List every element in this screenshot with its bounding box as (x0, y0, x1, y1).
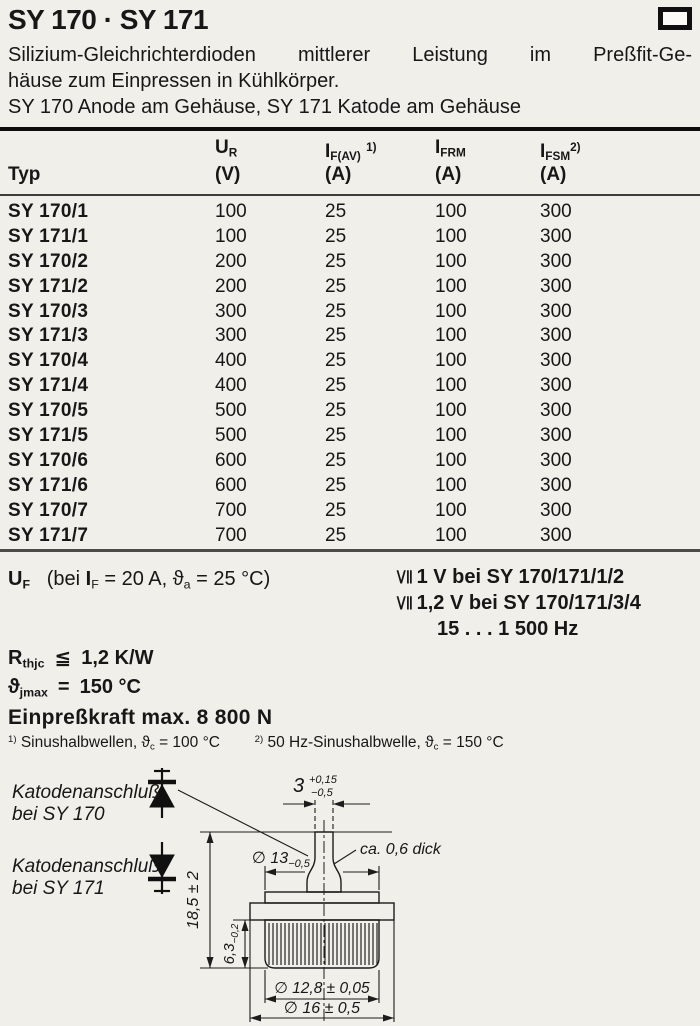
page-title: SY 170 · SY 171 (8, 4, 209, 35)
table-cell: 100 (435, 201, 467, 222)
table-cell: 300 (540, 250, 572, 272)
dim-d16: ∅ 16 ± 0,5 (283, 1000, 361, 1017)
footnote-2: $^{2)}$ 50 Hz-Sinushalbwelle, $ϑ_c = 150$ °C (254, 734, 504, 753)
table-cell: 25 (325, 325, 347, 347)
rule-top (0, 127, 700, 131)
table-cell: SY 170/2 (8, 250, 89, 272)
table-cell: SY 170/5 (8, 400, 89, 422)
table-cell: 300 (540, 300, 572, 322)
table-row (0, 499, 700, 524)
table-cell: 500 (215, 400, 247, 422)
table-row (0, 349, 700, 374)
table-cell: 25 (325, 300, 347, 322)
table-cell: 100 (435, 400, 467, 422)
table-cell: SY 170/1 (8, 201, 89, 222)
table-cell: 25 (325, 225, 347, 247)
cathode-label-sy171: bei SY 171 (12, 878, 105, 899)
table-cell: SY 171/3 (8, 325, 89, 347)
table-cell: 300 (540, 225, 572, 247)
table-row (0, 524, 700, 549)
table-cell: 100 (215, 201, 247, 222)
table-cell: SY 170/7 (8, 499, 89, 521)
table-row (0, 449, 700, 474)
table-cell: 100 (435, 300, 467, 322)
column-header-typ: Typ (8, 164, 41, 185)
table-cell: 600 (215, 474, 247, 496)
cathode-label-sy170: bei SY 170 (12, 804, 105, 825)
table-cell: 25 (325, 449, 347, 471)
table-cell: 25 (325, 474, 347, 496)
dim-tab-width: 3 (293, 775, 305, 797)
description-line: häuse zum Einpressen in Kühlkörper. (8, 70, 340, 92)
table-cell: 300 (540, 449, 572, 471)
knurl-outline (265, 920, 379, 968)
knurl-hatch (269, 923, 377, 965)
table-row (0, 200, 700, 225)
table-cell: 600 (215, 449, 247, 471)
table-bottom-rule (0, 549, 700, 552)
table-row (0, 300, 700, 325)
table-cell: 300 (540, 474, 572, 496)
column-header-ur: $U_R$ (V) (215, 137, 241, 185)
table-row (0, 399, 700, 424)
table-cell: 100 (435, 250, 467, 272)
rating-tjmax: $ϑ_{jmax} = 150$ °C (8, 676, 141, 700)
table-cell: 500 (215, 425, 247, 447)
dim-thickness: ca. 0,6 dick (360, 841, 441, 858)
lte-rotated-icon: ≦ (391, 594, 415, 612)
table-cell: 100 (435, 350, 467, 372)
table-cell: 100 (435, 425, 467, 447)
table-cell: SY 170/6 (8, 449, 89, 471)
table-cell: SY 171/7 (8, 524, 89, 546)
table-cell: SY 171/1 (8, 225, 89, 247)
dim-tab-tol-minus: −0,5 (311, 787, 333, 799)
table-header (0, 134, 700, 188)
table-cell: 200 (215, 250, 247, 272)
uf-value-row: ≦1 V bei SY 170/171/1/2 (391, 566, 625, 588)
table-cell: 100 (435, 524, 467, 546)
table-row (0, 374, 700, 399)
table-cell: 100 (435, 499, 467, 521)
table-cell: SY 171/2 (8, 275, 89, 297)
table-cell: SY 171/6 (8, 474, 89, 496)
table-cell: 100 (435, 474, 467, 496)
dim-knurl-height: $6,3_{-0,2}$ (221, 923, 241, 965)
table-cell: 25 (325, 499, 347, 521)
table-row (0, 250, 700, 275)
table-body (0, 200, 700, 548)
column-header-ifav: $I_{F(AV)}$ $^{1)}$ (A) (325, 140, 377, 185)
dim-tab-tol-plus: +0,15 (309, 774, 337, 786)
flange-outline (250, 903, 394, 920)
table-cell: SY 171/4 (8, 375, 89, 397)
table-cell: 300 (540, 275, 572, 297)
uf-values (391, 564, 641, 642)
table-cell: 25 (325, 524, 347, 546)
table-row (0, 424, 700, 449)
table-cell: 100 (215, 225, 247, 247)
table-cell: 300 (540, 201, 572, 222)
dim-d128: ∅ 12,8 ± 0,05 (274, 980, 370, 997)
lte-rotated-icon: ≦ (391, 568, 415, 586)
table-cell: 25 (325, 350, 347, 372)
table-cell: 100 (435, 449, 467, 471)
header-rule (0, 194, 700, 196)
disc-outline (265, 892, 379, 903)
table-row (0, 474, 700, 499)
cathode-label-sy171: Katodenanschluß (12, 856, 160, 877)
table-cell: 200 (215, 275, 247, 297)
footnote-1: $^{1)}$ Sinushalbwellen, $ϑ_c = 100$ °C (8, 734, 220, 753)
table-cell: 400 (215, 350, 247, 372)
table-cell: 25 (325, 400, 347, 422)
column-header-ifsm: $I_{FSM}^{2)}$ (A) (540, 140, 581, 185)
dim-total-height: 18,5 ± 2 (185, 871, 202, 929)
frequency-range: 15 . . . 1 500 Hz (437, 618, 579, 640)
description (8, 42, 692, 120)
table-cell: 25 (325, 250, 347, 272)
table-cell: 300 (540, 325, 572, 347)
table-cell: 100 (435, 275, 467, 297)
table-cell: 25 (325, 201, 347, 222)
table-cell: SY 171/5 (8, 425, 89, 447)
table-cell: 300 (540, 350, 572, 372)
table-cell: 100 (435, 375, 467, 397)
table-cell: 25 (325, 375, 347, 397)
table-cell: 400 (215, 375, 247, 397)
table-row (0, 225, 700, 250)
rating-rthjc: $R_{thjc}$ ≦ 1,2 K/W (8, 647, 154, 671)
table-row (0, 324, 700, 349)
footnotes (8, 734, 504, 753)
column-header-ifrm: $I_{FRM}$ (A) (435, 137, 466, 185)
table-cell: 300 (540, 400, 572, 422)
table-cell: 300 (540, 375, 572, 397)
table-cell: 300 (215, 300, 247, 322)
corner-mark-icon (658, 7, 692, 30)
table-cell: 300 (540, 425, 572, 447)
table-cell: 25 (325, 425, 347, 447)
cathode-label-sy170: Katodenanschluß (12, 782, 160, 803)
table-cell: 25 (325, 275, 347, 297)
table-cell: 100 (435, 325, 467, 347)
table-cell: 700 (215, 524, 247, 546)
uf-value-row: ≦1,2 V bei SY 170/171/3/4 (391, 592, 641, 614)
press-force: Einpreßkraft max. 8 800 N (8, 706, 273, 729)
description-line: SY 170 Anode am Gehäuse, SY 171 Katode am Gehäuse (8, 96, 521, 118)
table-cell: 300 (540, 499, 572, 521)
dim-d13: ∅ $13_{-0,5}$ (252, 850, 310, 870)
table-cell: 300 (540, 524, 572, 546)
table-cell: 300 (215, 325, 247, 347)
description-line: Silizium-Gleichrichterdioden mittlerer Leistung im Preßfit-Ge- (8, 44, 692, 66)
table-cell: 700 (215, 499, 247, 521)
table-cell: SY 170/4 (8, 350, 89, 372)
table-cell: 100 (435, 225, 467, 247)
dimension-diagram (0, 760, 700, 1026)
table-row (0, 275, 700, 300)
table-cell: SY 170/3 (8, 300, 89, 322)
uf-condition: $U_F$ (bei $I_F = 20$ A, $ϑ_a = 25$ °C) (8, 568, 271, 592)
